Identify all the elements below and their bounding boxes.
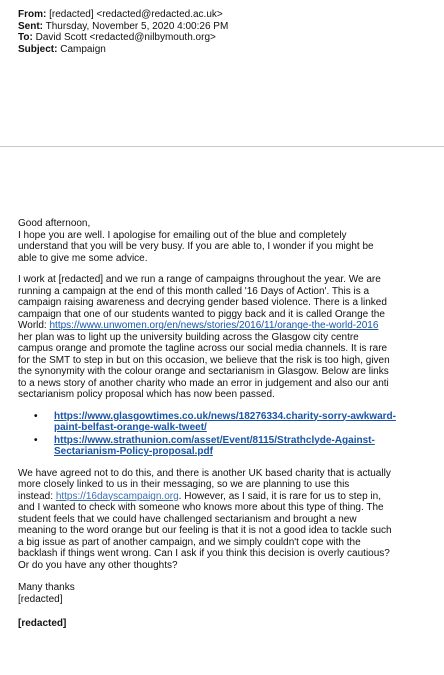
text-line: Or do you have any other thoughts?: [18, 559, 178, 571]
link-list: [18, 411, 433, 458]
text-line: more closely linked to us in their messaging, so we are planning to use this: [18, 479, 350, 490]
text-line: for the SMT to step in but on this occasion, we believe that the risk is too high, given: [18, 354, 390, 366]
signoff: [18, 582, 433, 605]
email-header: [18, 9, 433, 55]
paragraph-decision: [18, 468, 433, 572]
from-row: [18, 9, 433, 21]
paragraph-campaign: [18, 274, 433, 401]
text-line: [18, 491, 433, 503]
instead-prefix: instead:: [18, 490, 56, 502]
world-prefix: World:: [18, 320, 50, 331]
sent-label: Sent:: [18, 20, 43, 32]
subject-row: [18, 44, 433, 56]
text-line: her plan was to light up the university building across the Glasgow city centre: [18, 331, 359, 343]
signoff-thanks: Many thanks: [18, 582, 75, 593]
to-value: David Scott <redacted@nilbymouth.org>: [35, 32, 216, 43]
greeting: Good afternoon,: [18, 218, 91, 229]
strathunion-link-cont[interactable]: Sectarianism-Policy-proposal.pdf: [54, 446, 213, 457]
to-row: [18, 32, 433, 44]
text-line: able to give me some advice.: [18, 252, 148, 264]
text-line: to a news story of another charity who made an error in judgement and also our anti: [18, 377, 389, 389]
instead-suffix: . However, as I said, it is rare for us to step in,: [178, 490, 381, 502]
list-item: [34, 410, 433, 434]
strathunion-link[interactable]: https://www.strathunion.com/asset/Event/8115/Strathclyde-Against-: [54, 434, 375, 446]
text-line: We have agreed not to do this, and there is another UK based charity that is actually: [18, 467, 391, 479]
list-item: [34, 434, 433, 458]
email-body: [18, 218, 433, 630]
signoff-name: [redacted]: [18, 593, 63, 605]
text-line: campaign raising awareness and decrying gender based violence. There is a linked: [18, 297, 387, 308]
from-value: [redacted] <redacted@redacted.ac.uk>: [49, 9, 223, 20]
text-line: [18, 320, 433, 332]
16days-link[interactable]: https://16dayscampaign.org: [55, 490, 179, 502]
text-line: campaign that one of our students wanted to piggy back and it is called Orange the: [18, 308, 385, 320]
bullet-icon: •: [34, 434, 38, 446]
header-divider: [0, 146, 444, 147]
text-line: I work at [redacted] and we run a range of campaigns throughout the year. We are: [18, 274, 381, 285]
text-line: running a campaign at the end of this month called '16 Days of Action'. This is a: [18, 285, 370, 297]
to-label: To:: [18, 32, 33, 43]
text-line: sectarianism policy proposal which has now been passed.: [18, 389, 275, 400]
from-label: From:: [18, 9, 47, 20]
text-line: campus orange and promote the tagline across our social media channels. It is rare: [18, 343, 388, 354]
text-line: I hope you are well. I apologise for emailing out of the blue and completely: [18, 229, 347, 241]
text-line: backlash if things went wrong. Can I ask if you think this decision is overly cautious?: [18, 548, 390, 559]
sent-value: Thursday, November 5, 2020 4:00:26 PM: [45, 20, 229, 32]
paragraph-intro: [18, 230, 433, 265]
subject-value: Campaign: [60, 43, 106, 55]
text-line: and I wanted to check with someone who knows more about this type of thing. The: [18, 502, 384, 513]
text-line: understand that you will be very busy. If you are able to, I wonder if you might be: [18, 241, 374, 252]
text-line: meaning to the word orange but our feeling is that it is not a good idea to tackle such: [18, 525, 392, 536]
bullet-icon: •: [34, 410, 38, 422]
text-line: student feels that we could have challenged sectarianism and brought a new: [18, 513, 357, 525]
glasgowtimes-link-cont[interactable]: paint-belfast-orange-walk-tweet/: [54, 422, 207, 433]
unwomen-link[interactable]: https://www.unwomen.org/en/news/stories/2016/11/orange-the-world-2016: [49, 320, 379, 331]
signature: [redacted]: [18, 618, 67, 629]
text-line: the synonymity with the colour orange and sectarianism in Glasgow. Below are links: [18, 366, 389, 377]
text-line: a big issue as part of another campaign, and we simply couldn't cope with the: [18, 536, 361, 548]
sent-row: [18, 21, 433, 33]
glasgowtimes-link[interactable]: https://www.glasgowtimes.co.uk/news/18276334.charity-sorry-awkward-: [54, 410, 396, 422]
subject-label: Subject:: [18, 43, 58, 55]
